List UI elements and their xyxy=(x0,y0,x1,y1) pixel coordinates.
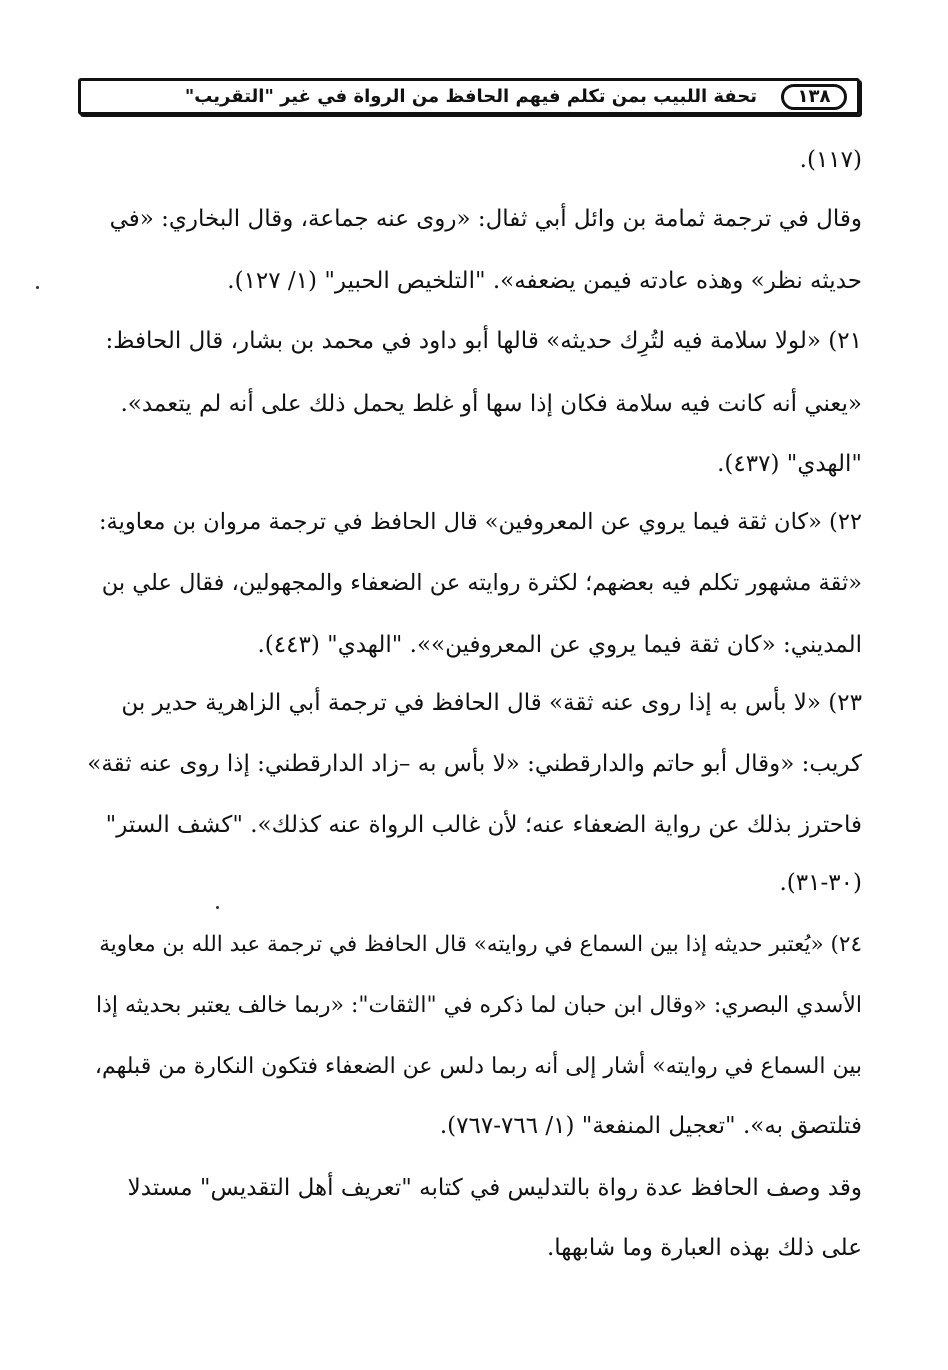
body-line-10: ٢٣) «لا بأس به إذا روى عنه ثقة» قال الحافظ في ترجمة أبي الزاهرية حدير بن xyxy=(121,690,862,716)
body-line-4: ٢١) «لولا سلامة فيه لتُرِك حديثه» قالها أبو داود في محمد بن بشار، قال الحافظ: xyxy=(105,328,862,354)
body-line-17: فتلتصق به». "تعجيل المنفعة" (١/ ٧٦٦-٧٦٧). xyxy=(439,1113,862,1139)
body-line-11: كريب: «وقال أبو حاتم والدارقطني: «لا بأس به –زاد الدارقطني: إذا روى عنه ثقة» xyxy=(87,751,862,777)
body-line-6: "الهدي" (٤٣٧). xyxy=(717,451,862,477)
body-line-5: «يعني أنه كانت فيه سلامة فكان إذا سها أو غلط يحمل ذلك على أنه لم يتعمد». xyxy=(120,391,862,417)
body-line-14: ٢٤) «يُعتبر حديثه إذا بين السماع في روايته» قال الحافظ في ترجمة عبد الله بن معاوية xyxy=(99,932,862,957)
scan-speck xyxy=(216,906,219,909)
running-title: تحفة اللبيب بمن تكلم فيهم الحافظ من الرواة في غير "التقريب" xyxy=(184,86,757,107)
body-line-15: الأسدي البصري: «وقال ابن حبان لما ذكره في "الثقات": «ربما خالف يعتبر بحديثه إذا xyxy=(95,993,862,1018)
body-line-12: فاحترز بذلك عن رواية الضعفاء عنه؛ لأن غالب الرواة عنه كذلك». "كشف الستر" xyxy=(105,812,862,838)
body-line-13: (٣٠-٣١). xyxy=(779,870,862,896)
page-header xyxy=(78,78,860,115)
body-line-8: «ثقة مشهور تكلم فيه بعضهم؛ لكثرة روايته عن الضعفاء والمجهولين، فقال علي بن xyxy=(101,570,862,596)
body-line-3: حديثه نظر» وهذه عادته فيمن يضعفه». "التلخيص الحبير" (١/ ١٢٧). xyxy=(227,268,862,294)
page-number-badge: ١٣٨ xyxy=(781,84,847,110)
body-line-2: وقال في ترجمة ثمامة بن وائل أبي ثفال: «روى عنه جماعة، وقال البخاري: «في xyxy=(109,206,862,232)
body-line-9: المديني: «كان ثقة فيما يروي عن المعروفين»». "الهدي" (٤٤٣). xyxy=(257,632,862,658)
body-line-18: وقد وصف الحافظ عدة رواة بالتدليس في كتابه "تعريف أهل التقديس" مستدلا xyxy=(127,1175,862,1201)
body-line-19: على ذلك بهذه العبارة وما شابهها. xyxy=(546,1235,862,1261)
body-line-7: ٢٢) «كان ثقة فيما يروي عن المعروفين» قال الحافظ في ترجمة مروان بن معاوية: xyxy=(98,509,862,535)
body-line-16: بين السماع في روايته» أشار إلى أنه ربما دلس عن الضعفاء فتكون النكارة من قبلهم، xyxy=(94,1054,862,1079)
body-line-1: (١١٧). xyxy=(799,147,862,173)
scan-speck xyxy=(36,286,39,289)
